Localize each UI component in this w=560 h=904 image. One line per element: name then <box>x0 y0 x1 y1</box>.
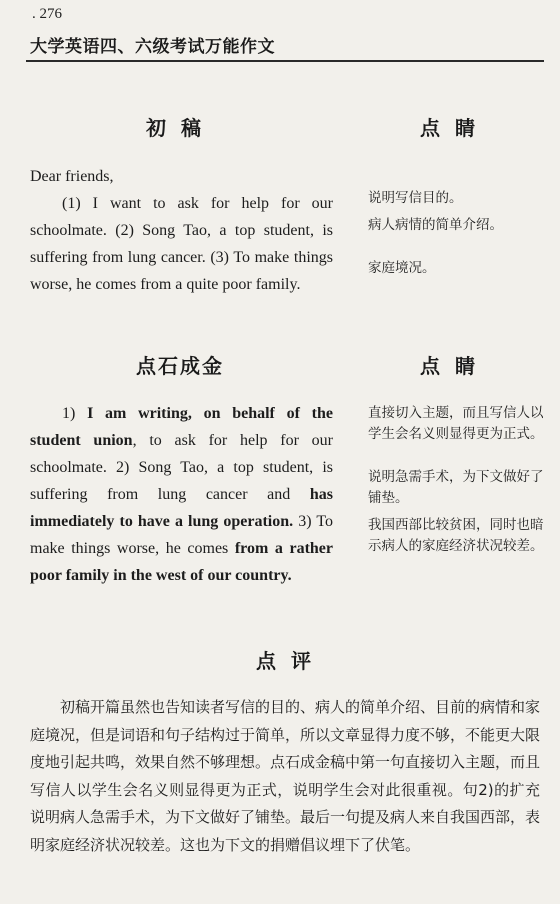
draft-note-3: 家庭境况。 <box>368 260 436 276</box>
draft-title: 初 稿 <box>146 116 205 140</box>
header-rule <box>26 60 544 62</box>
commentary-text: 初稿开篇虽然也告知读者写信的目的、病人的简单介绍、目前的病情和家庭境况，但是词语和句子结构过于简单，所以文章显得力度不够，不能更大限度地引起共鸣，效果自然不够理想。点石成金稿中第一句直接切入主题，而且写信人以学生会名义则显得更为正式，说明学生会对此很重视。句2)的扩充说明病人急需手术，为下文做好了铺垫。最后一句提及病人来自我国西部，表明家庭经济状况较差。这也为下文的捐赠倡议埋下了伏笔。 <box>30 698 541 854</box>
revised-bold-segment: from a rather poor family in the west of our country. <box>30 540 333 584</box>
draft-paragraph: (1) I want to ask for help for our schoolmate. (2) Song Tao, a top student, is suffering from lung cancer. (3) To make things worse, he comes from a quite poor family. <box>30 195 333 293</box>
book-title: 大学英语四、六级考试万能作文 <box>30 37 275 57</box>
revised-note-3: 我国西部比较贫困，同时也暗示病人的家庭经济状况较差。 <box>368 517 544 554</box>
draft-notes-title: 点 睛 <box>420 116 479 140</box>
revised-segment: 3) To make things worse, he comes <box>30 513 334 557</box>
revised-note-1: 直接切入主题，而且写信人以学生会名义则显得更为正式。 <box>368 405 544 442</box>
revised-note-2: 说明急需手术，为下文做好了铺垫。 <box>368 469 544 506</box>
draft-note-2: 病人病情的简单介绍。 <box>368 217 503 233</box>
page-number: . 276 <box>32 6 62 22</box>
revised-bold-segment: I am writing, on behalf of the student union <box>30 405 333 449</box>
revised-notes <box>368 403 548 557</box>
revised-segment: 1) <box>62 405 88 422</box>
revised-notes-title: 点 睛 <box>420 354 479 378</box>
salutation: Dear friends, <box>30 168 114 185</box>
draft-text <box>30 163 333 298</box>
revised-title: 点石成金 <box>136 354 224 378</box>
revised-paragraph <box>30 400 333 589</box>
draft-note-1: 说明写信目的。 <box>368 190 463 206</box>
revised-bold-segment: has immediately to have a lung operation. <box>30 486 333 530</box>
revised-segment: , to ask for help for our schoolmate. 2) Song Tao, a top student, is suffering from lung cancer and <box>30 432 333 503</box>
commentary-title: 点 评 <box>256 649 315 673</box>
revised-text <box>30 400 333 589</box>
draft-notes <box>368 188 548 279</box>
